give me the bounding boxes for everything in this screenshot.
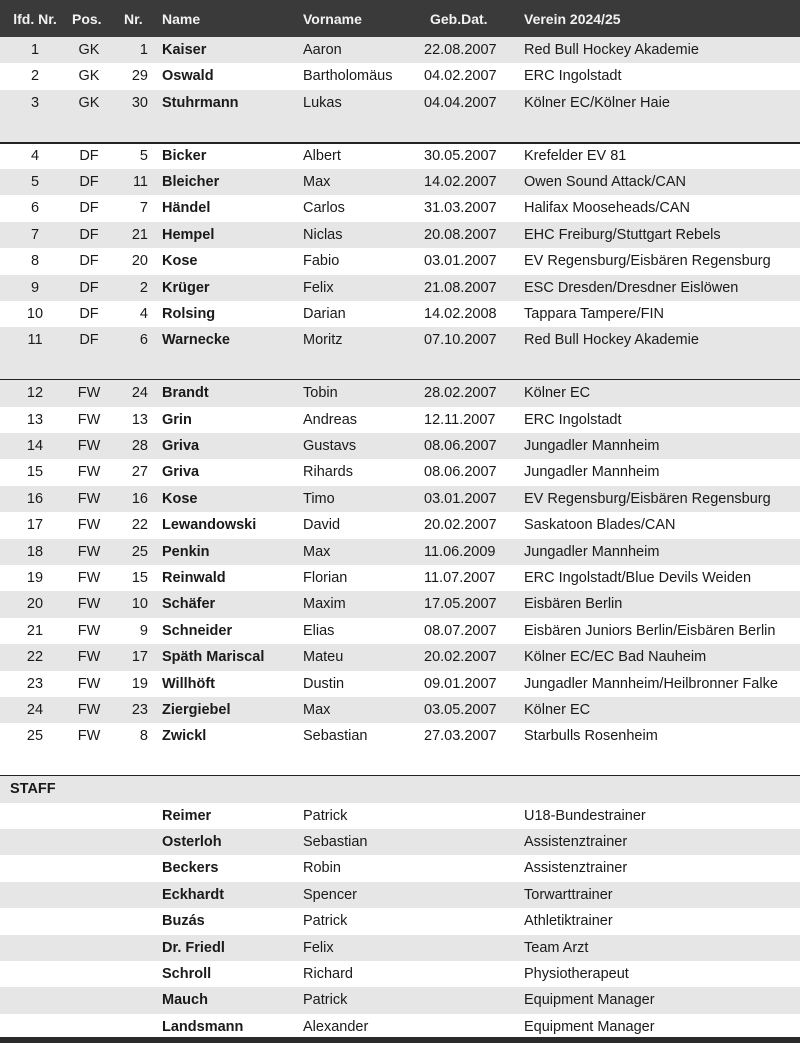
first-name-cell: Andreas xyxy=(303,411,358,428)
jersey-number-cell: 11 xyxy=(132,174,148,190)
first-name-cell: Felix xyxy=(303,279,334,296)
club-cell: Kölner EC/EC Bad Nauheim xyxy=(524,649,707,666)
surname-cell: Schäfer xyxy=(162,596,216,613)
staff-row xyxy=(0,882,800,908)
club-cell: Krefelder EV 81 xyxy=(524,147,627,164)
lfd-nr-cell: 6 xyxy=(30,200,40,217)
first-name-cell: Gustavs xyxy=(303,438,357,454)
jersey-number-cell: 17 xyxy=(131,649,148,666)
surname-cell: Griva xyxy=(162,464,200,481)
club-cell: ERC Ingolstadt xyxy=(524,411,622,428)
lfd-nr-cell: 17 xyxy=(26,517,44,534)
club-cell: Owen Sound Attack/CAN xyxy=(524,174,686,190)
jersey-number-cell: 10 xyxy=(131,596,148,613)
lfd-nr-cell: 22 xyxy=(26,649,44,666)
position-cell: FW xyxy=(77,596,101,613)
jersey-number-cell: 13 xyxy=(131,411,148,428)
staff-role-cell: Assistenztrainer xyxy=(524,834,628,850)
table-row xyxy=(0,565,800,591)
table-row xyxy=(0,723,800,749)
first-name-cell: Max xyxy=(303,702,331,718)
table-row xyxy=(0,671,800,697)
staff-surname-cell: Beckers xyxy=(162,860,219,877)
jersey-number-cell: 30 xyxy=(131,94,148,111)
surname-cell: Penkin xyxy=(162,543,210,560)
table-row xyxy=(0,459,800,485)
jersey-number-cell: 22 xyxy=(131,517,148,534)
staff-first-name-cell: Patrick xyxy=(303,913,348,930)
surname-cell: Kose xyxy=(162,253,198,270)
surname-cell: Bicker xyxy=(162,147,207,164)
surname-cell: Händel xyxy=(162,200,211,217)
page-bottom-edge xyxy=(0,1037,800,1043)
birth-date-cell: 14.02.2007 xyxy=(424,174,497,190)
birth-date-cell: 11.07.2007 xyxy=(424,570,496,586)
jersey-number-cell: 8 xyxy=(139,728,148,745)
club-cell: Jungadler Mannheim xyxy=(524,543,660,560)
staff-heading: STAFF xyxy=(10,781,56,798)
jersey-number-cell: 6 xyxy=(139,332,148,349)
lfd-nr-cell: 25 xyxy=(26,728,44,745)
birth-date-cell: 03.01.2007 xyxy=(424,490,497,507)
table-row xyxy=(0,275,800,301)
surname-cell: Griva xyxy=(162,438,200,454)
position-cell: DF xyxy=(79,279,99,296)
birth-date-cell: 09.01.2007 xyxy=(424,675,497,692)
col-verein-header: Verein 2024/25 xyxy=(524,11,621,27)
lfd-nr-cell: 14 xyxy=(26,438,44,454)
table-row xyxy=(0,697,800,723)
birth-date-cell: 08.06.2007 xyxy=(424,438,497,454)
lfd-nr-cell: 24 xyxy=(26,702,44,718)
lfd-nr-cell: 10 xyxy=(26,306,44,322)
club-cell: Kölner EC xyxy=(524,702,591,718)
table-row xyxy=(0,407,800,433)
lfd-nr-cell: 5 xyxy=(30,174,40,190)
surname-cell: Oswald xyxy=(162,68,214,85)
club-cell: Kölner EC xyxy=(524,385,591,402)
staff-role-cell: Assistenztrainer xyxy=(524,860,628,877)
surname-cell: Krüger xyxy=(162,279,210,296)
club-cell: Red Bull Hockey Akademie xyxy=(524,332,699,349)
staff-surname-cell: Reimer xyxy=(162,807,212,824)
table-row xyxy=(0,169,800,195)
surname-cell: Rolsing xyxy=(162,306,216,322)
club-cell: EHC Freiburg/Stuttgart Rebels xyxy=(524,226,721,243)
group-separator xyxy=(0,116,800,142)
staff-row xyxy=(0,908,800,934)
club-cell: Eisbären Juniors Berlin/Eisbären Berlin xyxy=(524,622,776,639)
first-name-cell: Aaron xyxy=(303,42,342,58)
lfd-nr-cell: 20 xyxy=(26,596,44,613)
staff-row xyxy=(0,935,800,961)
position-cell: FW xyxy=(77,411,101,428)
staff-first-name-cell: Patrick xyxy=(303,992,348,1009)
staff-row xyxy=(0,829,800,855)
birth-date-cell: 07.10.2007 xyxy=(424,332,497,349)
first-name-cell: Rihards xyxy=(303,464,353,481)
club-cell: ESC Dresden/Dresdner Eislöwen xyxy=(524,279,739,296)
jersey-number-cell: 29 xyxy=(131,68,148,85)
club-cell: ERC Ingolstadt xyxy=(524,68,622,85)
lfd-nr-cell: 8 xyxy=(30,253,40,270)
birth-date-cell: 12.11.2007 xyxy=(424,411,496,428)
birth-date-cell: 08.06.2007 xyxy=(424,464,497,481)
staff-first-name-cell: Alexander xyxy=(303,1018,369,1035)
birth-date-cell: 20.02.2007 xyxy=(424,649,497,666)
birth-date-cell: 14.02.2008 xyxy=(424,306,497,322)
jersey-number-cell: 19 xyxy=(131,675,148,692)
surname-cell: Kose xyxy=(162,490,198,507)
birth-date-cell: 11.06.2009 xyxy=(424,543,496,560)
surname-cell: Lewandowski xyxy=(162,517,257,534)
position-cell: FW xyxy=(77,622,101,639)
first-name-cell: Carlos xyxy=(303,200,345,217)
first-name-cell: Niclas xyxy=(303,226,343,243)
table-row xyxy=(0,591,800,617)
surname-cell: Brandt xyxy=(162,385,209,402)
club-cell: EV Regensburg/Eisbären Regensburg xyxy=(524,253,771,270)
staff-row xyxy=(0,987,800,1013)
first-name-cell: Maxim xyxy=(303,596,346,613)
first-name-cell: Fabio xyxy=(303,253,340,270)
position-cell: DF xyxy=(79,147,99,164)
staff-role-cell: Athletiktrainer xyxy=(524,913,613,930)
surname-cell: Hempel xyxy=(162,226,215,243)
first-name-cell: Tobin xyxy=(303,385,338,402)
surname-cell: Zwickl xyxy=(162,728,207,745)
col-vorname-header: Vorname xyxy=(303,11,362,27)
staff-first-name-cell: Richard xyxy=(303,966,353,982)
position-cell: FW xyxy=(77,517,101,534)
birth-date-cell: 31.03.2007 xyxy=(424,200,497,217)
first-name-cell: Max xyxy=(303,543,331,560)
position-cell: FW xyxy=(77,543,101,560)
table-row xyxy=(0,195,800,221)
table-row xyxy=(0,539,800,565)
jersey-number-cell: 15 xyxy=(131,570,148,586)
table-row xyxy=(0,37,800,63)
col-pos-header: Pos. xyxy=(72,11,102,27)
staff-row xyxy=(0,961,800,987)
table-row xyxy=(0,433,800,459)
table-row xyxy=(0,90,800,116)
jersey-number-cell: 21 xyxy=(131,226,148,243)
position-cell: DF xyxy=(79,174,99,190)
surname-cell: Warnecke xyxy=(162,332,230,349)
position-cell: DF xyxy=(79,332,99,349)
first-name-cell: Darian xyxy=(303,306,346,322)
birth-date-cell: 21.08.2007 xyxy=(424,279,497,296)
position-cell: FW xyxy=(77,702,101,718)
lfd-nr-cell: 13 xyxy=(26,411,44,428)
position-cell: DF xyxy=(79,226,99,243)
birth-date-cell: 30.05.2007 xyxy=(424,147,497,164)
jersey-number-cell: 1 xyxy=(139,42,148,58)
staff-surname-cell: Landsmann xyxy=(162,1018,244,1035)
birth-date-cell: 27.03.2007 xyxy=(424,728,497,745)
lfd-nr-cell: 23 xyxy=(26,675,44,692)
group-separator xyxy=(0,750,800,776)
surname-cell: Schneider xyxy=(162,622,233,639)
first-name-cell: Timo xyxy=(303,490,335,507)
club-cell: Kölner EC/Kölner Haie xyxy=(524,94,670,111)
lfd-nr-cell: 12 xyxy=(26,385,44,402)
position-cell: FW xyxy=(77,675,101,692)
jersey-number-cell: 25 xyxy=(131,543,148,560)
col-geb-header: Geb.Dat. xyxy=(430,11,488,27)
staff-first-name-cell: Patrick xyxy=(303,807,348,824)
staff-role-cell: U18-Bundestrainer xyxy=(524,807,646,824)
staff-surname-cell: Mauch xyxy=(162,992,208,1009)
position-cell: FW xyxy=(77,464,101,481)
lfd-nr-cell: 11 xyxy=(27,332,43,349)
staff-surname-cell: Osterloh xyxy=(162,834,222,850)
staff-surname-cell: Schroll xyxy=(162,966,212,982)
birth-date-cell: 28.02.2007 xyxy=(424,385,497,402)
position-cell: FW xyxy=(77,728,101,745)
first-name-cell: Bartholomäus xyxy=(303,68,393,85)
first-name-cell: Sebastian xyxy=(303,728,368,745)
jersey-number-cell: 5 xyxy=(139,147,148,164)
table-row xyxy=(0,512,800,538)
surname-cell: Willhöft xyxy=(162,675,216,692)
surname-cell: Bleicher xyxy=(162,174,220,190)
club-cell: ERC Ingolstadt/Blue Devils Weiden xyxy=(524,570,752,586)
first-name-cell: Mateu xyxy=(303,649,344,666)
staff-role-cell: Team Arzt xyxy=(524,939,589,956)
first-name-cell: Max xyxy=(303,174,331,190)
first-name-cell: Albert xyxy=(303,147,341,164)
position-cell: FW xyxy=(77,490,101,507)
table-row xyxy=(0,143,800,169)
first-name-cell: Moritz xyxy=(303,332,343,349)
position-cell: DF xyxy=(79,200,99,217)
club-cell: Saskatoon Blades/CAN xyxy=(524,517,676,534)
position-cell: DF xyxy=(79,253,99,270)
staff-row xyxy=(0,803,800,829)
first-name-cell: Lukas xyxy=(303,94,342,111)
first-name-cell: Florian xyxy=(303,570,348,586)
jersey-number-cell: 16 xyxy=(131,490,148,507)
birth-date-cell: 04.02.2007 xyxy=(424,68,497,85)
jersey-number-cell: 4 xyxy=(139,306,148,322)
jersey-number-cell: 2 xyxy=(139,279,148,296)
lfd-nr-cell: 9 xyxy=(30,279,40,296)
staff-first-name-cell: Felix xyxy=(303,939,334,956)
jersey-number-cell: 9 xyxy=(139,622,148,639)
jersey-number-cell: 7 xyxy=(139,200,148,217)
table-row xyxy=(0,327,800,353)
first-name-cell: David xyxy=(303,517,341,534)
position-cell: FW xyxy=(77,649,101,666)
birth-date-cell: 22.08.2007 xyxy=(424,42,497,58)
col-nr-header: Nr. xyxy=(124,11,143,27)
table-row xyxy=(0,222,800,248)
lfd-nr-cell: 21 xyxy=(26,622,44,639)
birth-date-cell: 20.08.2007 xyxy=(424,226,497,243)
position-cell: DF xyxy=(79,306,99,322)
birth-date-cell: 04.04.2007 xyxy=(424,94,497,111)
lfd-nr-cell: 15 xyxy=(26,464,44,481)
staff-first-name-cell: Spencer xyxy=(303,886,358,903)
staff-role-cell: Physiotherapeut xyxy=(524,966,629,982)
birth-date-cell: 03.05.2007 xyxy=(424,702,497,718)
club-cell: Halifax Mooseheads/CAN xyxy=(524,200,691,217)
table-row xyxy=(0,63,800,89)
lfd-nr-cell: 7 xyxy=(30,226,40,243)
group-separator xyxy=(0,354,800,380)
staff-first-name-cell: Sebastian xyxy=(303,834,368,850)
club-cell: Starbulls Rosenheim xyxy=(524,728,658,745)
position-cell: GK xyxy=(78,94,100,111)
birth-date-cell: 20.02.2007 xyxy=(424,517,497,534)
first-name-cell: Dustin xyxy=(303,675,345,692)
surname-cell: Ziergiebel xyxy=(162,702,231,718)
surname-cell: Grin xyxy=(162,411,192,428)
table-row xyxy=(0,248,800,274)
staff-row xyxy=(0,855,800,881)
jersey-number-cell: 20 xyxy=(131,253,148,270)
surname-cell: Kaiser xyxy=(162,42,207,58)
staff-first-name-cell: Robin xyxy=(303,860,341,877)
birth-date-cell: 08.07.2007 xyxy=(424,622,497,639)
club-cell: Eisbären Berlin xyxy=(524,596,623,613)
club-cell: EV Regensburg/Eisbären Regensburg xyxy=(524,490,771,507)
staff-role-cell: Equipment Manager xyxy=(524,992,655,1009)
position-cell: GK xyxy=(78,68,100,85)
jersey-number-cell: 27 xyxy=(131,464,148,481)
club-cell: Jungadler Mannheim/Heilbronner Falke xyxy=(524,675,778,692)
position-cell: FW xyxy=(77,438,101,454)
staff-surname-cell: Eckhardt xyxy=(162,886,225,903)
table-row xyxy=(0,486,800,512)
table-row xyxy=(0,380,800,406)
lfd-nr-cell: 1 xyxy=(30,42,40,58)
surname-cell: Stuhrmann xyxy=(162,94,239,111)
birth-date-cell: 03.01.2007 xyxy=(424,253,497,270)
jersey-number-cell: 24 xyxy=(131,385,148,402)
col-name-header: Name xyxy=(162,11,201,27)
lfd-nr-cell: 18 xyxy=(26,543,44,560)
first-name-cell: Elias xyxy=(303,622,335,639)
staff-section-title xyxy=(0,776,800,802)
club-cell: Red Bull Hockey Akademie xyxy=(524,42,699,58)
club-cell: Tappara Tampere/FIN xyxy=(524,306,664,322)
lfd-nr-cell: 4 xyxy=(30,147,40,164)
surname-cell: Reinwald xyxy=(162,570,226,586)
position-cell: FW xyxy=(77,570,101,586)
position-cell: GK xyxy=(78,42,100,58)
lfd-nr-cell: 16 xyxy=(26,490,44,507)
birth-date-cell: 17.05.2007 xyxy=(424,596,497,613)
col-lfd-header: lfd. Nr. xyxy=(13,11,57,27)
position-cell: FW xyxy=(77,385,101,402)
table-row xyxy=(0,301,800,327)
lfd-nr-cell: 19 xyxy=(26,570,44,586)
jersey-number-cell: 28 xyxy=(131,438,148,454)
lfd-nr-cell: 3 xyxy=(30,94,40,111)
table-row xyxy=(0,644,800,670)
club-cell: Jungadler Mannheim xyxy=(524,438,660,454)
jersey-number-cell: 23 xyxy=(131,702,148,718)
staff-surname-cell: Dr. Friedl xyxy=(162,939,225,956)
staff-surname-cell: Buzás xyxy=(162,913,205,930)
table-row xyxy=(0,618,800,644)
staff-role-cell: Torwarttrainer xyxy=(524,886,613,903)
staff-role-cell: Equipment Manager xyxy=(524,1018,655,1035)
surname-cell: Späth Mariscal xyxy=(162,649,265,666)
lfd-nr-cell: 2 xyxy=(30,68,40,85)
club-cell: Jungadler Mannheim xyxy=(524,464,660,481)
table-header xyxy=(0,0,800,37)
